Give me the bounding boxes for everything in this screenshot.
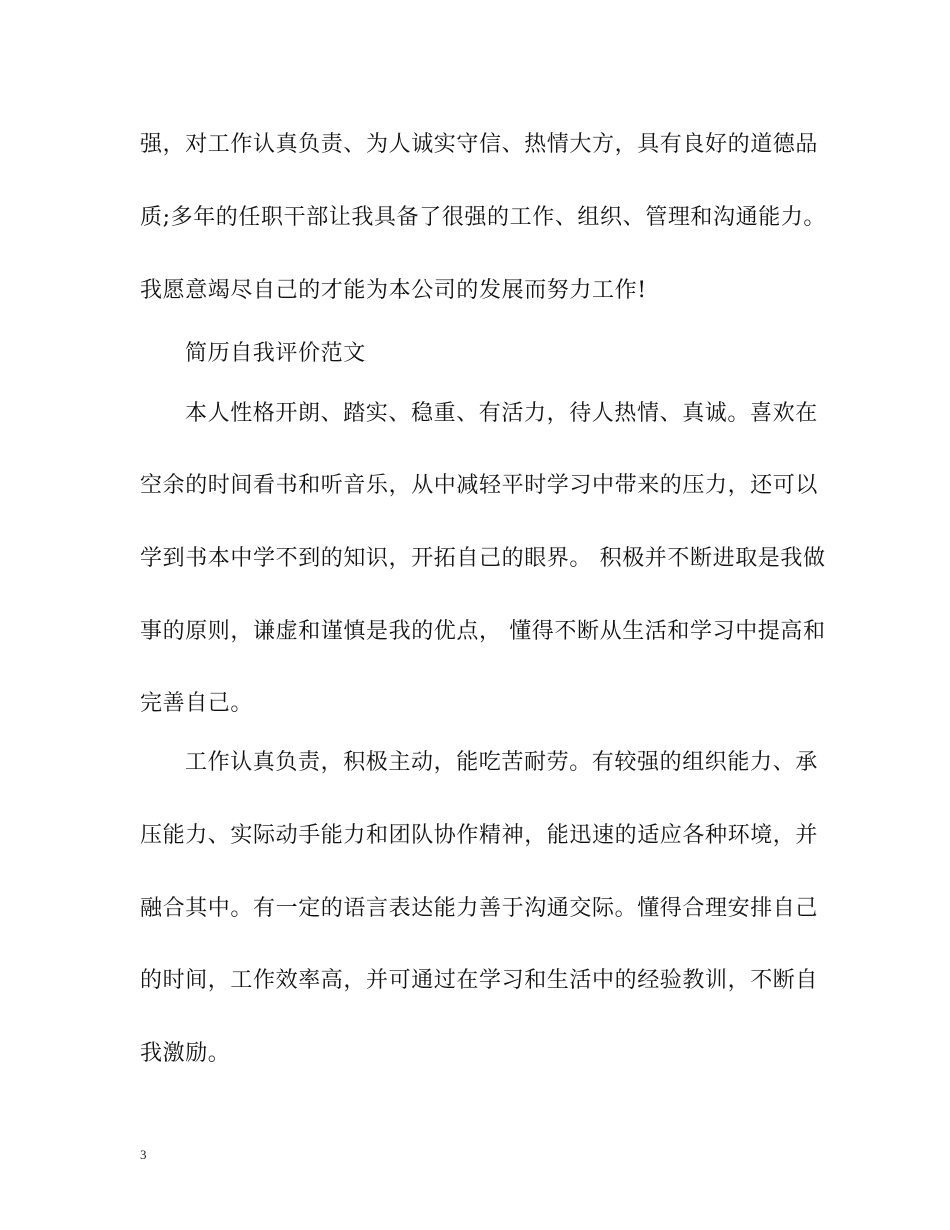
paragraph-line: 工作认真负责，积极主动，能吃苦耐劳。有较强的组织能力、承: [185, 750, 818, 775]
paragraph-line: 本人性格开朗、踏实、稳重、有活力，待人热情、真诚。喜欢在: [185, 401, 818, 426]
paragraph-line: 质;多年的任职干部让我具备了很强的工作、组织、管理和沟通能力。: [140, 205, 827, 230]
page-number: 3: [140, 1147, 147, 1162]
paragraph-line: 强，对工作认真负责、为人诚实守信、热情大方，具有良好的道德品: [140, 132, 819, 157]
paragraph-line: 事的原则，谦虚和谨慎是我的优点， 懂得不断从生活和学习中提高和: [140, 619, 826, 644]
paragraph-line: 空余的时间看书和听音乐，从中减轻平时学习中带来的压力，还可以: [140, 473, 819, 498]
paragraph-line: 学到书本中学不到的知识，开拓自己的眼界。 积极并不断进取是我做: [140, 546, 826, 571]
paragraph-line: 我激励。: [140, 1041, 231, 1066]
paragraph-line: 融合其中。有一定的语言表达能力善于沟通交际。懂得合理安排自己: [140, 896, 819, 921]
paragraph-line: 的时间，工作效率高，并可通过在学习和生活中的经验教训，不断自: [140, 968, 819, 993]
paragraph-line: 完善自己。: [140, 691, 254, 716]
section-heading: 简历自我评价范文: [185, 341, 366, 366]
paragraph-line: 压能力、实际动手能力和团队协作精神，能迅速的适应各种环境，并: [140, 823, 819, 848]
paragraph-line: 我愿意竭尽自己的才能为本公司的发展而努力工作!: [140, 278, 647, 303]
